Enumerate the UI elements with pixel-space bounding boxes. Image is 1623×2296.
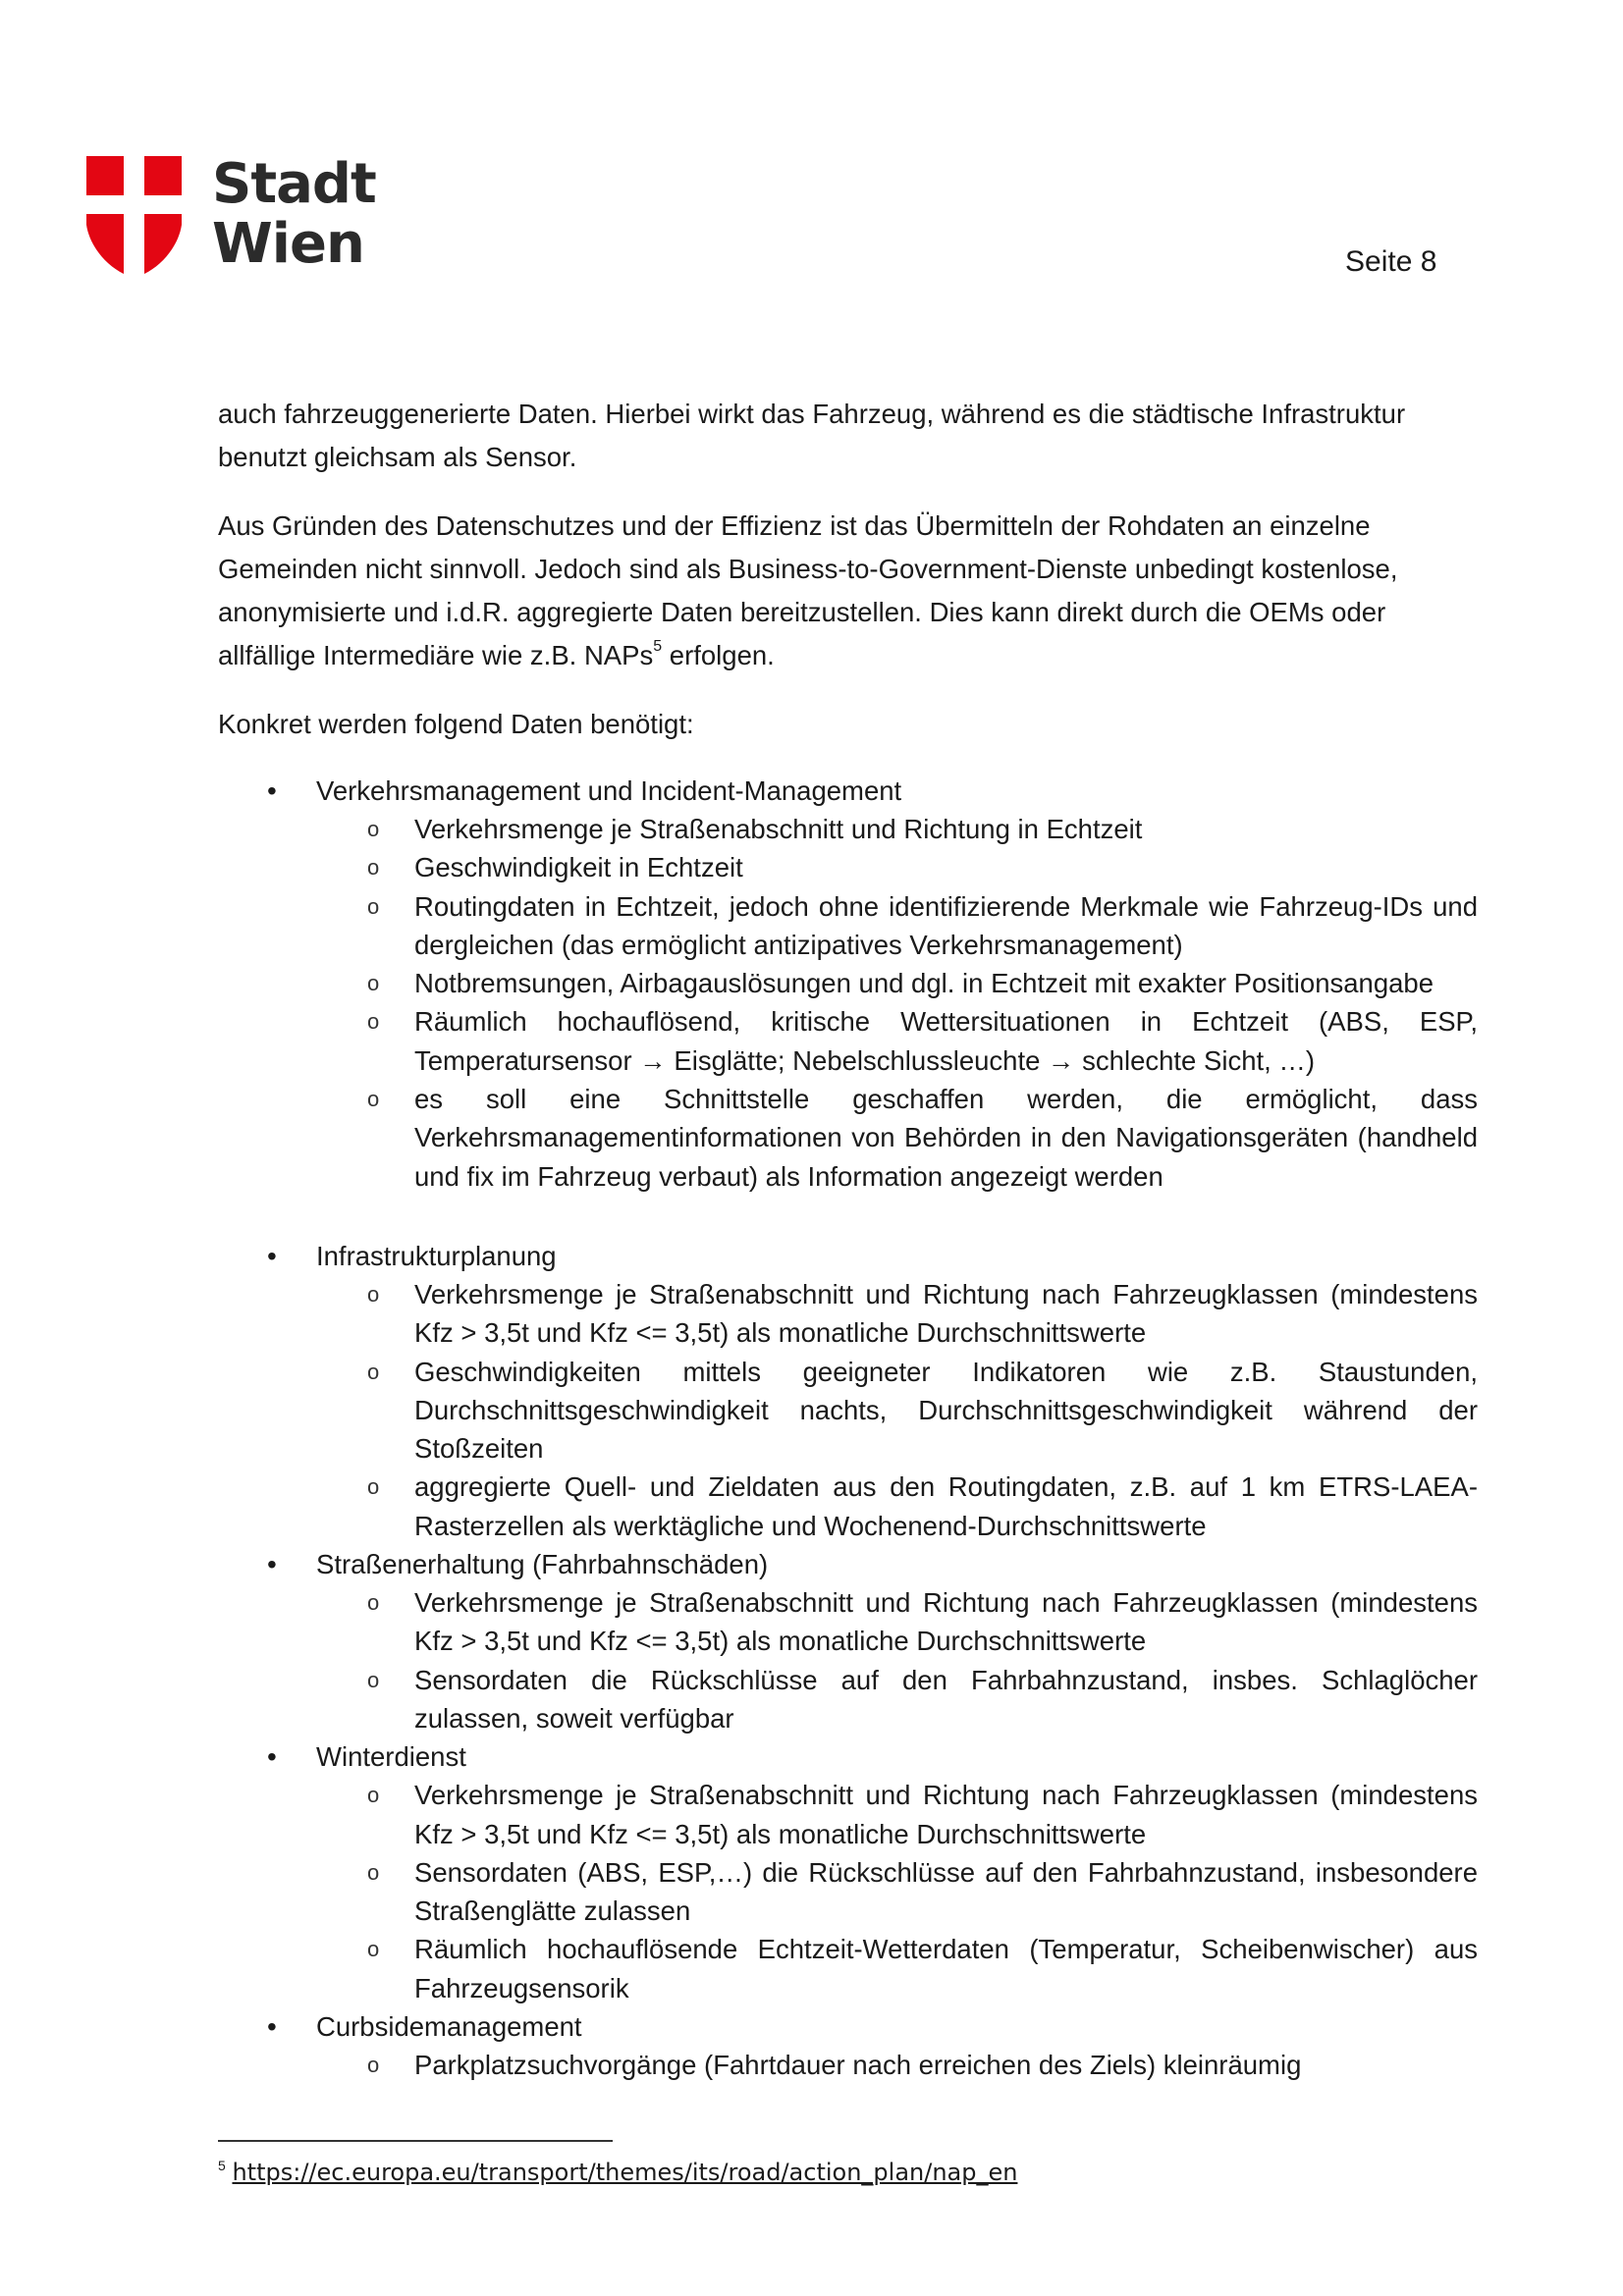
section-heading (218, 1545, 1478, 1583)
list-item (218, 2046, 1478, 2084)
list-item-text: Geschwindigkeiten mittels geeigneter Indikatoren wie z.B. Staustunden, Durchschnittsgeschwindigkeit nachts, Durchschnittsgeschwindigkeit während der Stoßzeiten (414, 1356, 1478, 1465)
list-item (218, 1776, 1478, 1853)
footnote-link[interactable]: https://ec.europa.eu/transport/themes/its/road/action_plan/nap_en (232, 2159, 1018, 2186)
bullet-icon: • (267, 775, 277, 806)
logo-line-wien: Wien (212, 212, 364, 276)
section-title: Winterdienst (316, 1741, 466, 1773)
list-item (218, 1080, 1478, 1196)
list-item-text: aggregierte Quell- und Zieldaten aus den Routingdaten, z.B. auf 1 km ETRS-LAEA-Rasterzellen als werktägliche und Wochenend-Durchschnittswerte (414, 1471, 1478, 1541)
wien-coat-of-arms-icon (86, 156, 182, 274)
paragraph-privacy-text: Aus Gründen des Datenschutzes und der Effizienz ist das Übermitteln der Rohdaten an einzelne Gemeinden nicht sinnvoll. Jedoch sind als Business-to-Government-Dienste unbedingt kostenlose, anonymisierte und i.d.R. aggregierte Daten bereitzustellen. Dies kann direkt durch die OEMs oder allfällige Intermediäre wie z.B. NAPs (218, 510, 1398, 670)
stadt-wien-logo (86, 154, 381, 277)
bullet-icon: • (267, 2011, 277, 2043)
list-item-text: Geschwindigkeit in Echtzeit (414, 852, 743, 883)
circle-bullet-icon: o (367, 1281, 380, 1307)
list-item-text: Sensordaten (ABS, ESP,…) die Rückschlüsse auf den Fahrbahnzustand, insbesondere Straßenglätte zulassen (414, 1856, 1478, 1927)
circle-bullet-icon: o (367, 971, 380, 996)
footnote-number: 5 (218, 2158, 226, 2173)
circle-bullet-icon: o (367, 1937, 380, 1962)
section-items (218, 1275, 1478, 1545)
section-spacer (218, 1196, 1478, 1237)
list-item (218, 1468, 1478, 1545)
list-item (218, 1002, 1478, 1080)
list-item (218, 810, 1478, 848)
list-item-text: Räumlich hochauflösend, kritische Wettersituationen in Echtzeit (ABS, ESP, Temperatursensor → Eisglätte; Nebelschlussleuchte → schlechte Sicht, …) (414, 1006, 1478, 1076)
page-number: Seite 8 (1345, 245, 1437, 278)
section-items (218, 810, 1478, 1196)
bullet-icon: • (267, 1240, 277, 1271)
circle-bullet-icon: o (367, 1009, 380, 1035)
circle-bullet-icon: o (367, 1359, 380, 1384)
list-item-text: Verkehrsmenge je Straßenabschnitt und Richtung nach Fahrzeugklassen (mindestens Kfz > 3,5t und Kfz <= 3,5t) als monatliche Durchschnittswerte (414, 1587, 1478, 1657)
section-heading (218, 2007, 1478, 2046)
section-heading (218, 772, 1478, 810)
section-title: Infrastrukturplanung (316, 1240, 557, 1271)
list-item-text: Routingdaten in Echtzeit, jedoch ohne identifizierende Merkmale wie Fahrzeug-IDs und dergleichen (das ermöglicht antizipatives Verkehrsmanagement) (414, 890, 1478, 960)
section-heading (218, 1237, 1478, 1275)
bullet-icon: • (267, 1741, 277, 1773)
list-item-text: Notbremsungen, Airbagauslösungen und dgl. in Echtzeit mit exakter Positionsangabe (414, 968, 1434, 999)
bullet-icon: • (267, 1549, 277, 1580)
list-item-text: Verkehrsmenge je Straßenabschnitt und Richtung in Echtzeit (414, 814, 1143, 844)
list-item-text: es soll eine Schnittstelle geschaffen werden, die ermöglicht, dass Verkehrsmanagementinformationen von Behörden in den Navigationsgeräten (handheld und fix im Fahrzeug verbaut) als Information angezeigt werden (414, 1084, 1478, 1192)
list-item (218, 1853, 1478, 1931)
circle-bullet-icon: o (367, 1590, 380, 1616)
circle-bullet-icon: o (367, 1783, 380, 1808)
section-heading (218, 1737, 1478, 1776)
footnote-separator (218, 2140, 613, 2142)
paragraph-intro: auch fahrzeuggenerierte Daten. Hierbei wirkt das Fahrzeug, während es die städtische Infrastruktur benutzt gleichsam als Sensor. (218, 399, 1406, 472)
section-title: Straßenerhaltung (Fahrbahnschäden) (316, 1549, 769, 1580)
circle-bullet-icon: o (367, 2053, 380, 2078)
logo-line-stadt: Stadt (212, 152, 376, 216)
circle-bullet-icon: o (367, 1859, 380, 1885)
circle-bullet-icon: o (367, 1087, 380, 1112)
circle-bullet-icon: o (367, 817, 380, 841)
circle-bullet-icon: o (367, 1474, 380, 1500)
list-item-text: Verkehrsmenge je Straßenabschnitt und Richtung nach Fahrzeugklassen (mindestens Kfz > 3,5t und Kfz <= 3,5t) als monatliche Durchschnittswerte (414, 1780, 1478, 1849)
circle-bullet-icon: o (367, 855, 380, 881)
list-item-text: Verkehrsmenge je Straßenabschnitt und Richtung nach Fahrzeugklassen (mindestens Kfz > 3,5t und Kfz <= 3,5t) als monatliche Durchschnittswerte (414, 1278, 1478, 1349)
section-items (218, 2046, 1478, 2084)
list-item-text: Räumlich hochauflösende Echtzeit-Wetterdaten (Temperatur, Scheibenwischer) aus Fahrzeugsensorik (414, 1934, 1478, 2003)
paragraph-privacy (218, 505, 1478, 677)
list-item (218, 1275, 1478, 1353)
list-item (218, 964, 1478, 1002)
paragraph-requirements: Konkret werden folgend Daten benötigt: (218, 709, 694, 739)
circle-bullet-icon: o (367, 1667, 380, 1692)
list-item (218, 887, 1478, 965)
footnote-reference[interactable]: 5 (653, 638, 663, 655)
list-item (218, 1583, 1478, 1661)
section-title: Verkehrsmanagement und Incident-Management (316, 775, 902, 806)
list-item (218, 1661, 1478, 1738)
footnote (218, 2158, 1017, 2188)
section-title: Curbsidemanagement (316, 2011, 582, 2043)
section-items (218, 1583, 1478, 1737)
list-item (218, 848, 1478, 886)
paragraph-privacy-tail: erfolgen. (662, 640, 775, 670)
list-item (218, 1930, 1478, 2007)
section-items (218, 1776, 1478, 2007)
circle-bullet-icon: o (367, 893, 380, 919)
list-item-text: Sensordaten die Rückschlüsse auf den Fahrbahnzustand, insbes. Schlaglöcher zulassen, soweit verfügbar (414, 1664, 1478, 1734)
document-body (218, 393, 1478, 2084)
list-item-text: Parkplatzsuchvorgänge (Fahrtdauer nach erreichen des Ziels) kleinräumig (414, 2050, 1302, 2081)
list-item (218, 1353, 1478, 1468)
requirements-list (218, 772, 1478, 2084)
